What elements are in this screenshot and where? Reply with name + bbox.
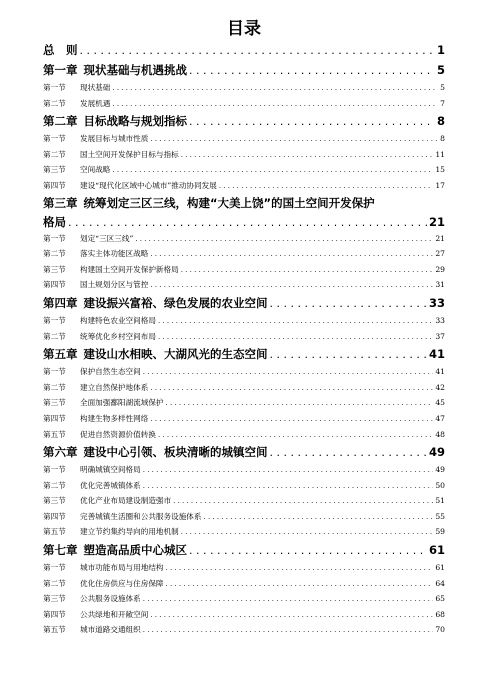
chapter-number: 第七章 bbox=[43, 543, 78, 558]
leader-dots bbox=[181, 525, 434, 540]
section-number: 第四节 bbox=[43, 511, 66, 521]
toc-section[interactable] bbox=[43, 591, 445, 607]
section-number: 第三节 bbox=[43, 594, 66, 604]
section-number: 第五节 bbox=[43, 625, 66, 635]
leader-dots bbox=[166, 577, 434, 592]
leader-dots bbox=[189, 61, 435, 80]
chapter-title-line bbox=[43, 194, 445, 213]
section-title: 构建生物多样性网络 bbox=[80, 413, 149, 423]
leader-dots bbox=[173, 494, 433, 509]
leader-dots bbox=[143, 479, 434, 494]
toc-section[interactable] bbox=[43, 178, 445, 194]
toc-section[interactable] bbox=[43, 478, 445, 494]
section-number: 第五节 bbox=[43, 429, 66, 439]
section-title: 优化完善城镇体系 bbox=[80, 480, 141, 490]
section-number: 第二节 bbox=[43, 331, 66, 341]
toc-section[interactable] bbox=[43, 462, 445, 478]
leader-dots bbox=[150, 132, 438, 147]
toc-section[interactable] bbox=[43, 524, 445, 540]
section-title: 公共服务设施体系 bbox=[80, 594, 141, 604]
section-number: 第二节 bbox=[43, 480, 66, 490]
leader-dots bbox=[135, 232, 433, 247]
leader-dots bbox=[189, 541, 427, 560]
leader-dots bbox=[166, 561, 434, 576]
toc-section[interactable] bbox=[43, 262, 445, 278]
page-number: 27 bbox=[435, 249, 445, 259]
section-number: 第二节 bbox=[43, 149, 66, 159]
page-number: 5 bbox=[440, 83, 445, 92]
section-title: 保护自然生态空间 bbox=[80, 367, 141, 377]
leader-dots bbox=[158, 314, 433, 329]
page-number: 65 bbox=[435, 594, 445, 604]
section-number: 第二节 bbox=[43, 249, 66, 259]
section-number: 第一节 bbox=[43, 315, 66, 325]
section-title: 国土规划分区与管控 bbox=[80, 280, 149, 290]
page-number: 29 bbox=[435, 264, 445, 274]
leader-dots bbox=[150, 247, 433, 262]
section-number: 第二节 bbox=[43, 382, 66, 392]
toc-section[interactable] bbox=[43, 380, 445, 396]
leader-dots bbox=[270, 294, 427, 313]
leader-dots bbox=[158, 330, 433, 345]
page-number: 33 bbox=[435, 315, 445, 325]
section-title: 公共绿地和开敞空间 bbox=[80, 609, 149, 619]
page-number: 7 bbox=[440, 98, 445, 108]
section-number: 第三节 bbox=[43, 496, 66, 506]
chapter-title: 建设振兴富裕、绿色发展的农业空间 bbox=[83, 295, 268, 310]
page-number: 1 bbox=[436, 43, 445, 57]
toc-section[interactable] bbox=[43, 576, 445, 592]
toc-section[interactable] bbox=[43, 509, 445, 525]
section-number: 第一节 bbox=[43, 563, 66, 573]
toc-section[interactable] bbox=[43, 364, 445, 380]
toc-section[interactable] bbox=[43, 277, 445, 293]
chapter-number: 第二章 bbox=[43, 114, 78, 129]
toc-section[interactable] bbox=[43, 411, 445, 427]
leader-dots bbox=[112, 81, 438, 96]
section-number: 第一节 bbox=[43, 134, 66, 144]
page-number: 33 bbox=[428, 295, 445, 310]
chapter-title: 建设中心引领、板块清晰的城镇空间 bbox=[83, 445, 268, 460]
section-title: 落实主体功能区战略 bbox=[80, 249, 149, 259]
leader-dots bbox=[112, 163, 433, 178]
section-title: 城市道路交通组织 bbox=[80, 625, 141, 635]
toc-section[interactable] bbox=[43, 96, 445, 112]
section-title: 促进自然资源价值转换 bbox=[80, 429, 156, 439]
chapter-title: 建设山水相映、大湖风光的生态空间 bbox=[83, 347, 268, 362]
toc-chapter-2[interactable] bbox=[43, 111, 445, 131]
chapter-title-end: 格局 bbox=[43, 214, 66, 229]
page-number: 51 bbox=[435, 496, 445, 506]
section-title: 优化产业布局建设制造强市 bbox=[80, 496, 172, 506]
leader-dots bbox=[150, 278, 433, 293]
section-number: 第三节 bbox=[43, 165, 66, 175]
leader-dots bbox=[150, 381, 433, 396]
chapter-title-continuation bbox=[43, 213, 445, 231]
toc-chapter-4[interactable] bbox=[43, 293, 445, 313]
page-number: 59 bbox=[435, 527, 445, 537]
leader-dots bbox=[143, 365, 434, 380]
section-title: 完善城镇生活圈和公共服务设施体系 bbox=[80, 511, 202, 521]
toc-chapter-7[interactable] bbox=[43, 540, 445, 560]
toc-title: 目录 bbox=[227, 19, 261, 39]
toc-section[interactable] bbox=[43, 231, 445, 247]
page-number: 45 bbox=[435, 398, 445, 408]
leader-dots bbox=[181, 263, 434, 278]
page-number: 61 bbox=[428, 543, 445, 558]
page-number: 41 bbox=[428, 347, 445, 362]
page-number: 17 bbox=[435, 180, 445, 190]
page-number: 61 bbox=[435, 563, 445, 573]
section-number: 第五节 bbox=[43, 527, 66, 537]
section-title: 建立自然保护地体系 bbox=[80, 382, 149, 392]
toc-list bbox=[43, 40, 445, 638]
toc-section[interactable] bbox=[43, 622, 445, 638]
section-title: 城市功能布局与用地结构 bbox=[80, 563, 164, 573]
section-number: 第四节 bbox=[43, 413, 66, 423]
leader-dots bbox=[143, 623, 434, 638]
toc-section[interactable] bbox=[43, 493, 445, 509]
page-number: 48 bbox=[435, 429, 445, 439]
section-number: 第一节 bbox=[43, 367, 66, 377]
chapter-number: 第六章 bbox=[43, 445, 78, 460]
chapter-title: 塑造高品质中心城区 bbox=[83, 543, 187, 558]
page-number: 49 bbox=[428, 445, 445, 460]
toc-section[interactable] bbox=[43, 395, 445, 411]
section-title: 划定“三区三线” bbox=[80, 233, 134, 243]
section-title: 统筹优化乡村空间布局 bbox=[80, 331, 156, 341]
toc-section[interactable] bbox=[43, 560, 445, 576]
section-title: 优化住房供应与住房保障 bbox=[80, 578, 164, 588]
toc-section[interactable] bbox=[43, 80, 445, 96]
page-number: 8 bbox=[440, 134, 445, 144]
page-number: 55 bbox=[435, 511, 445, 521]
toc-chapter-3[interactable] bbox=[43, 194, 445, 231]
page-number: 37 bbox=[435, 331, 445, 341]
leader-dots bbox=[219, 179, 433, 194]
page-number: 8 bbox=[436, 114, 445, 129]
page-number: 47 bbox=[435, 413, 445, 423]
toc-section[interactable] bbox=[43, 329, 445, 345]
page-number: 64 bbox=[435, 578, 445, 588]
toc-entry-general[interactable] bbox=[43, 40, 445, 60]
toc-chapter-1[interactable] bbox=[43, 60, 445, 80]
toc-section[interactable] bbox=[43, 607, 445, 623]
section-title: 建设“现代化区域中心城市”推动协同发展 bbox=[80, 180, 217, 190]
leader-dots bbox=[150, 608, 433, 623]
section-number: 第四节 bbox=[43, 280, 66, 290]
leader-dots bbox=[150, 412, 433, 427]
section-number: 第一节 bbox=[43, 83, 66, 92]
chapter-number: 第五章 bbox=[43, 347, 78, 362]
leader-dots bbox=[80, 41, 435, 60]
toc-chapter-5[interactable] bbox=[43, 344, 445, 364]
page-number: 5 bbox=[436, 63, 445, 77]
chapter-number: 第四章 bbox=[43, 295, 78, 310]
page-number: 49 bbox=[435, 465, 445, 475]
page-number: 15 bbox=[435, 165, 445, 175]
page-number: 42 bbox=[435, 382, 445, 392]
section-number: 第一节 bbox=[43, 233, 66, 243]
toc-section[interactable] bbox=[43, 246, 445, 262]
leader-dots bbox=[68, 214, 427, 231]
page-number: 70 bbox=[435, 625, 445, 635]
chapter-number: 第一章 bbox=[43, 63, 78, 77]
section-number: 第四节 bbox=[43, 609, 66, 619]
leader-dots bbox=[189, 112, 435, 131]
toc-section[interactable] bbox=[43, 427, 445, 443]
leader-dots bbox=[270, 345, 427, 364]
section-number: 第二节 bbox=[43, 98, 66, 108]
page-number: 68 bbox=[435, 609, 445, 619]
page-number: 50 bbox=[435, 480, 445, 490]
leader-dots bbox=[112, 97, 438, 112]
toc-chapter-6[interactable] bbox=[43, 442, 445, 462]
chapter-title: 现状基础与机遇挑战 bbox=[83, 63, 187, 77]
page-number: 21 bbox=[435, 233, 445, 243]
section-number: 第四节 bbox=[43, 180, 66, 190]
page-number: 31 bbox=[435, 280, 445, 290]
leader-dots bbox=[143, 592, 434, 607]
section-number: 第三节 bbox=[43, 264, 66, 274]
chapter-title: 统筹划定三区三线，构建“大美上饶”的国土空间开发保护 bbox=[83, 195, 375, 210]
leader-dots bbox=[270, 443, 427, 462]
section-title: 构建国土空间开发保护新格局 bbox=[80, 264, 179, 274]
page-number: 41 bbox=[435, 367, 445, 377]
leader-dots bbox=[158, 428, 433, 443]
leader-dots bbox=[181, 148, 434, 163]
section-title: 国土空间开发保护目标与指标 bbox=[80, 149, 179, 159]
section-title: 空间战略 bbox=[80, 165, 111, 175]
leader-dots bbox=[204, 510, 434, 525]
toc-section[interactable] bbox=[43, 147, 445, 163]
section-title: 现状基础 bbox=[80, 83, 111, 92]
section-title: 构建特色农业空间格局 bbox=[80, 315, 156, 325]
section-title: 发展机遇 bbox=[80, 98, 111, 108]
leader-dots bbox=[166, 396, 434, 411]
chapter-title: 目标战略与规划指标 bbox=[83, 114, 187, 129]
toc-section[interactable] bbox=[43, 313, 445, 329]
general-label: 总 则 bbox=[43, 43, 78, 57]
section-number: 第一节 bbox=[43, 465, 66, 475]
section-number: 第二节 bbox=[43, 578, 66, 588]
page-number: 11 bbox=[435, 149, 445, 159]
page-number: 21 bbox=[428, 214, 445, 229]
section-title: 明确城镇空间格局 bbox=[80, 465, 141, 475]
section-title: 全面加强鄱阳湖流域保护 bbox=[80, 398, 164, 408]
section-number: 第三节 bbox=[43, 398, 66, 408]
chapter-number: 第三章 bbox=[43, 195, 78, 210]
section-title: 建立节约集约导向的用地机制 bbox=[80, 527, 179, 537]
leader-dots bbox=[143, 463, 434, 478]
toc-section[interactable] bbox=[43, 131, 445, 147]
section-title: 发展目标与城市性质 bbox=[80, 134, 149, 144]
toc-section[interactable] bbox=[43, 162, 445, 178]
